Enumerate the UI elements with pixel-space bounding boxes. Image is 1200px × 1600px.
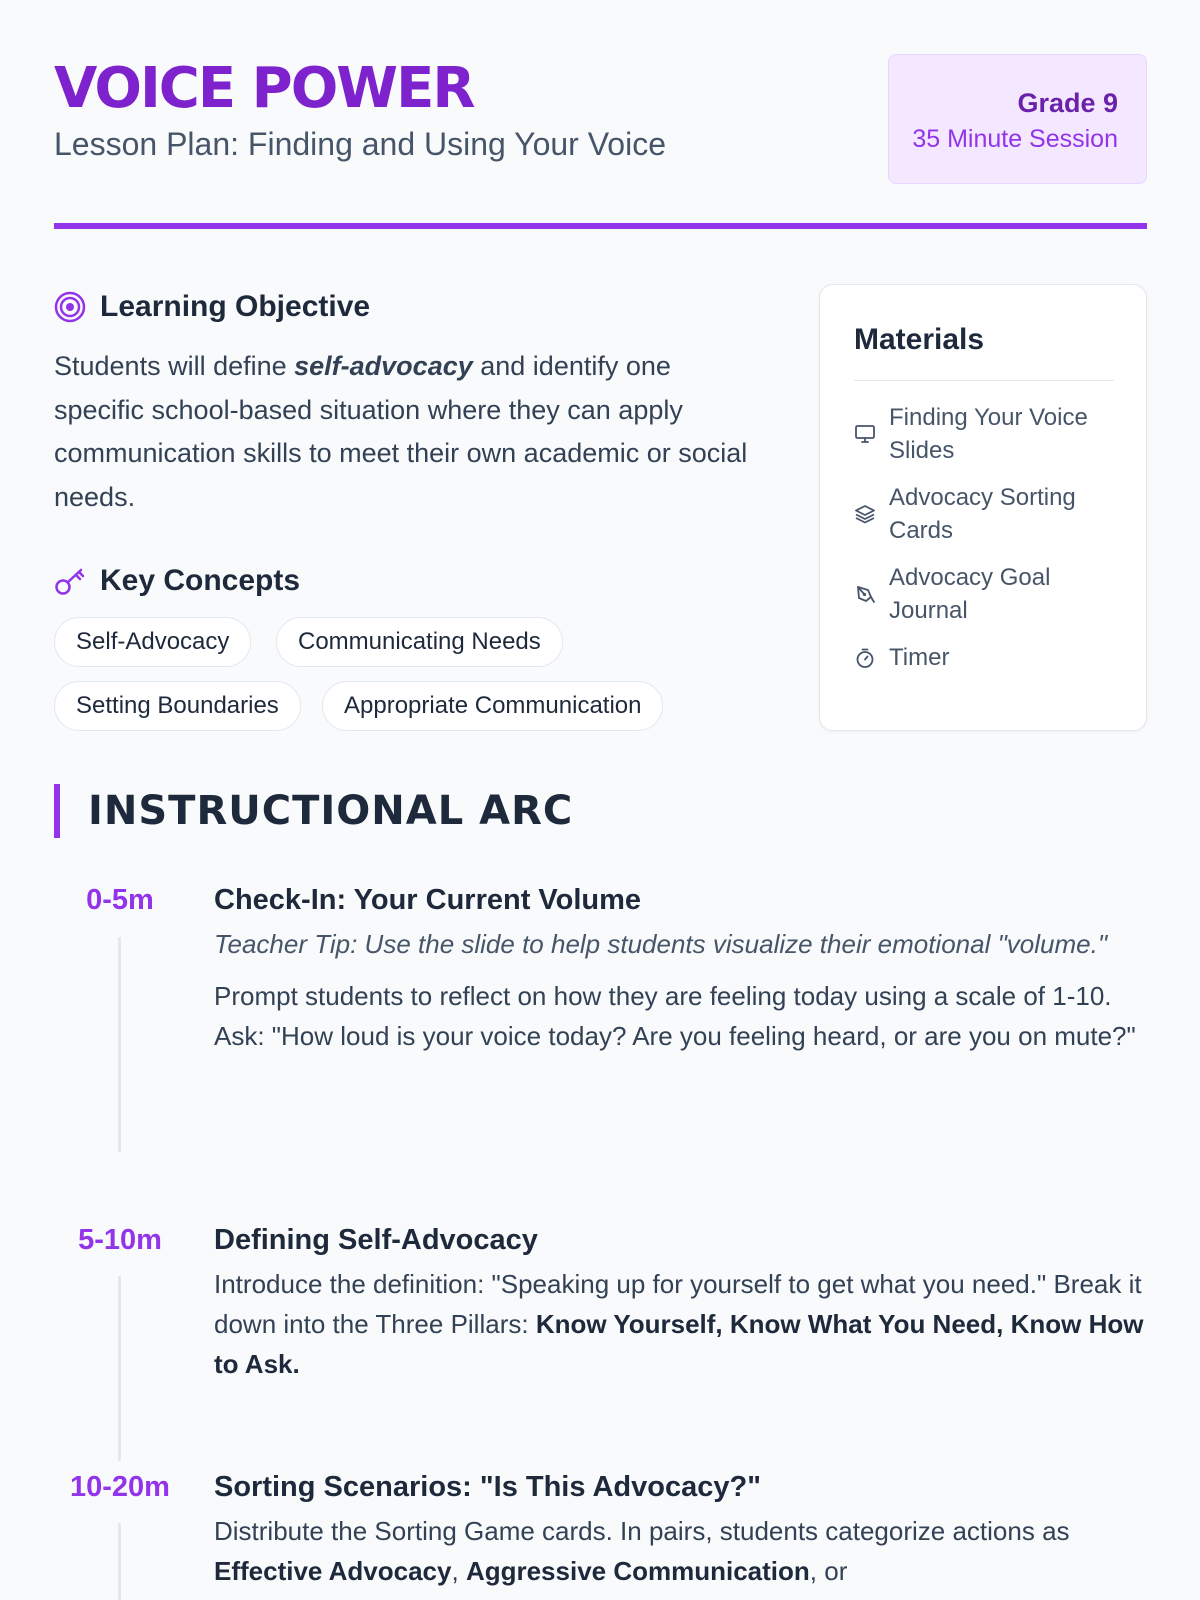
arc-heading-accent — [54, 784, 60, 838]
step-description-text: Distribute the Sorting Game cards. In pairs, students categorize actions as — [214, 1516, 1070, 1546]
page-title: VOICE POWER — [54, 56, 474, 121]
concept-chip: Communicating Needs — [276, 617, 563, 667]
objective-text — [54, 345, 754, 519]
step-title: Check-In: Your Current Volume — [214, 884, 641, 916]
layers-icon — [854, 503, 876, 525]
teacher-tip: Teacher Tip: Use the slide to help students visualize their emotional "volume." — [214, 929, 1108, 959]
arc-heading-label: INSTRUCTIONAL ARC — [88, 788, 574, 834]
category-effective: Effective Advocacy — [214, 1556, 452, 1586]
concepts-heading — [54, 563, 300, 599]
pen-tool-icon — [854, 583, 876, 605]
stopwatch-icon — [854, 647, 876, 669]
step-title: Defining Self-Advocacy — [214, 1224, 538, 1256]
material-label: Finding Your Voice Slides — [889, 404, 1088, 464]
objective-heading-label: Learning Objective — [100, 290, 371, 323]
step-title: Sorting Scenarios: "Is This Advocacy?" — [214, 1471, 761, 1503]
grade-label: Grade 9 — [1017, 88, 1118, 118]
header-divider — [54, 223, 1147, 229]
timeline-step — [214, 1469, 1144, 1591]
step-description: Prompt students to reflect on how they are feeling today using a scale of 1-10. Ask: "How loud is your voice today? Are you feeling heard, or are you on mute?" — [214, 981, 1136, 1051]
monitor-icon — [854, 423, 876, 445]
objective-heading — [54, 289, 370, 325]
timeline-step — [214, 1222, 1144, 1384]
material-label: Timer — [889, 644, 950, 671]
timeline-connector — [118, 1523, 121, 1600]
step-description-text: Introduce the definition: "Speaking up for yourself to get what you need." Break it down into the Three Pillars: — [214, 1269, 1142, 1339]
objective-text-start: Students will define — [54, 351, 295, 381]
header — [54, 54, 1147, 184]
separator: , — [451, 1556, 466, 1586]
materials-divider — [854, 380, 1114, 381]
material-item — [854, 561, 1114, 627]
material-item — [854, 641, 1114, 674]
lesson-plan-page — [54, 0, 1147, 1600]
page-subtitle: Lesson Plan: Finding and Using Your Voice — [54, 126, 666, 162]
timeline-step — [214, 882, 1144, 1056]
target-icon — [54, 291, 86, 323]
concept-chip: Appropriate Communication — [322, 681, 663, 731]
objective-text-end: and identify one specific school-based situation where they can apply communication skills to meet their own academic or social needs. — [54, 351, 748, 512]
material-label: Advocacy Sorting Cards — [889, 484, 1076, 544]
material-item — [854, 401, 1114, 467]
concepts-heading-label: Key Concepts — [100, 564, 301, 597]
concept-chip: Setting Boundaries — [54, 681, 301, 731]
material-label: Advocacy Goal Journal — [889, 564, 1051, 624]
category-aggressive: Aggressive Communication — [465, 1556, 810, 1586]
materials-heading: Materials — [854, 323, 985, 356]
step-time: 0-5m — [86, 884, 154, 916]
grade-badge — [888, 54, 1147, 184]
step-description-text: , or — [809, 1556, 848, 1586]
objective-emphasis: self-advocacy — [294, 351, 473, 381]
step-time: 5-10m — [78, 1224, 162, 1256]
step-description — [214, 1264, 1144, 1384]
concept-chip: Self-Advocacy — [54, 617, 251, 667]
materials-card — [819, 284, 1147, 731]
timeline-connector — [118, 937, 121, 1152]
key-icon — [54, 565, 86, 597]
step-description-bold: Know Yourself, Know What You Need, Know How to Ask. — [214, 1309, 1144, 1379]
timeline-connector — [118, 1276, 121, 1461]
step-description — [214, 1511, 1144, 1591]
material-item — [854, 481, 1114, 547]
session-length: 35 Minute Session — [912, 125, 1118, 153]
step-time: 10-20m — [70, 1471, 170, 1503]
